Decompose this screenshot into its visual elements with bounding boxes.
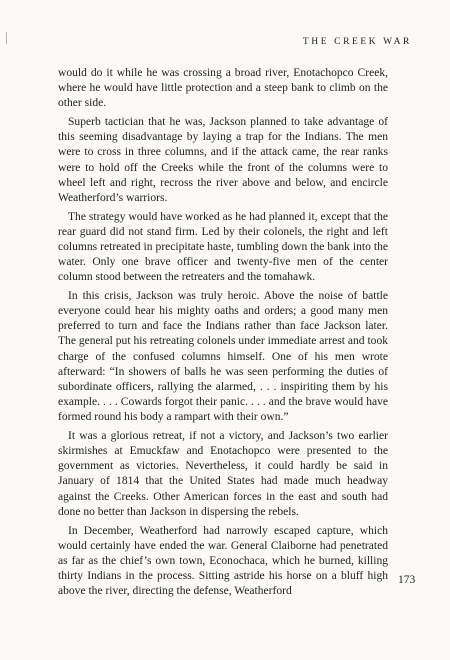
paragraph: It was a glorious retreat, if not a victory, and Jackson’s two earlier skirmishes at Emuckfaw and Enotachopco were presented to the government as victories. Nevertheless, it could hardly be said in January of 1814 that the United States had made much headway against the Creeks. Other American forces in the east and south had done no better than Jackson in dispersing the rebels. xyxy=(58,429,388,518)
page-number: 173 xyxy=(398,574,416,586)
body-text xyxy=(58,66,388,599)
paragraph: The strategy would have worked as he had planned it, except that the rear guard did not stand firm. Led by their colonels, the right and left columns retreated in precipitate haste, tumbling down the bank into the water. Only one brave officer and twenty-five men of the center column stood between the retreaters and the tomahawk. xyxy=(58,210,388,284)
paragraph: Superb tactician that he was, Jackson planned to take advantage of this seeming disadvantage by laying a trap for the Indians. The men were to cross in three columns, and if the attack came, the rear ranks were to hold off the Creeks while the front of the columns were to wheel left and right, recross the river above and below, and encircle Weatherford’s warriors. xyxy=(58,116,388,204)
paragraph: would do it while he was crossing a broad river, Enotachopco Creek, where he would have little protection and a steep bank to climb on the other side. xyxy=(58,67,388,110)
paragraph: In December, Weatherford had narrowly escaped capture, which would certainly have ended the war. General Claiborne had penetrated as far as the chief’s own town, Econochaca, which he burned, killing thirty Indians in the process. Sitting astride his horse on a bluff high above the river, directing the defense, Weatherford xyxy=(58,524,388,598)
margin-mark xyxy=(6,32,7,44)
running-head: THE CREEK WAR xyxy=(302,37,412,47)
paragraph: In this crisis, Jackson was truly heroic. Above the noise of battle everyone could hear his mighty oaths and orders; a good many men preferred to turn and face the Indians rather than face Jackson later. The general put his retreating colonels under immediate arrest and took charge of the confused columns himself. One of his men wrote afterward: “In showers of balls he was seen performing the duties of subordinate officers, rallying the alarmed, . . . inspiriting them by his example. . . . Cowards forgot their panic. . . . and the brave would have formed round his body a rampart with their own.” xyxy=(58,289,388,424)
